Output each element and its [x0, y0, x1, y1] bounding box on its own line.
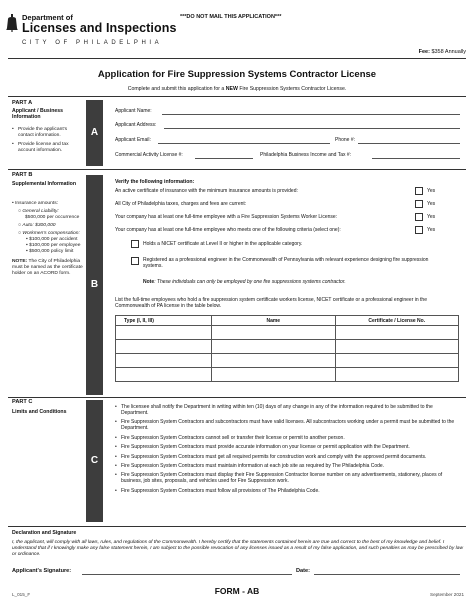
part-a-subheading: Applicant / Business Information	[12, 108, 64, 121]
note2-bold: Note	[143, 279, 155, 285]
column-header-license: Certificate / License No.	[335, 316, 459, 326]
date-field[interactable]	[314, 574, 460, 575]
insurance-info	[12, 201, 84, 277]
part-c-heading: PART C	[12, 399, 33, 405]
date-label: Date:	[296, 568, 310, 574]
nicet-checkbox[interactable]	[131, 240, 139, 248]
table-header-row	[116, 316, 459, 326]
form-date: September 2021	[430, 592, 464, 597]
part-c-badge: C	[86, 400, 103, 522]
part-a-badge: A	[86, 100, 103, 166]
page-subtitle	[0, 86, 474, 92]
auto-insurance: ○ Auto: $300,000	[18, 222, 56, 228]
verify-row	[115, 201, 460, 214]
part-b-separator	[8, 397, 466, 398]
title-rule	[8, 96, 466, 97]
table-cell[interactable]	[335, 326, 459, 340]
signature-label: Applicant's Signature:	[12, 568, 72, 574]
city-name: CITY OF PHILADELPHIA	[22, 40, 163, 46]
table-cell[interactable]	[335, 340, 459, 354]
subtitle-post: Fire Suppression Systems Contractor License.	[237, 86, 347, 92]
part-c-conditions	[115, 404, 460, 497]
table-row	[116, 368, 459, 382]
verify-checkbox[interactable]	[415, 200, 423, 208]
insurance-label-text: Insurance amounts:	[15, 201, 59, 206]
criteria-note	[143, 279, 443, 285]
note-bold: NOTE:	[12, 259, 28, 264]
fee-value: $358 Annually	[431, 49, 466, 55]
form-id: FORM - AB	[214, 586, 260, 596]
verify-list	[115, 188, 460, 240]
nicet-criteria-text: Holds a NICET certificate at Level II or higher in the applicable category.	[143, 241, 303, 247]
list-item: • The licensee shall notify the Department in writing within ten (10) days of any change in any of the information required to be submitted to the Department.	[115, 404, 460, 416]
applicant-email-label: Applicant Email:	[115, 137, 151, 143]
part-a-heading: PART A	[12, 100, 33, 106]
part-b-subheading: Supplemental Information	[12, 181, 76, 187]
list-item: • Fire Suppression System Contractors cannot sell or transfer their license or permit to another person.	[115, 435, 460, 441]
applicant-name-label: Applicant Name:	[115, 108, 152, 114]
engineer-criteria-text: Registered as a professional engineer in the Commonwealth of Pennsylvania with relevant experience designing fire suppression systems.	[143, 257, 429, 269]
general-liability: ○ General Liability: $500,000 per occurrence	[18, 208, 80, 220]
insurance-note	[12, 259, 84, 277]
wc-item: $100,000 per accident	[29, 237, 78, 243]
list-item: • Provide the applicant's contact information.	[12, 127, 84, 139]
declaration-heading: Declaration and Signature	[12, 530, 77, 536]
applicant-email-field[interactable]	[158, 143, 330, 144]
list-item: • Fire Suppression System Contractors must follow all provisions of The Philadelphia Code.	[115, 488, 460, 494]
applicant-address-field[interactable]	[164, 128, 460, 129]
employee-table-grid	[115, 315, 459, 382]
yes-label: Yes	[427, 201, 436, 207]
list-item: • Fire Suppression System Contractors must display their Fire Suppression Contractor license number on any advertisements, stationery, places of business, job sites, proposals, and vehicles used for Fire Suppression work.	[115, 472, 460, 484]
list-item: • Fire Suppression System Contractors and subcontractors must have valid licenses. All subcontractors working under a permit must be submitted to the Department.	[115, 419, 460, 431]
table-cell[interactable]	[212, 354, 335, 368]
column-header-type: Type (I, II, III)	[116, 316, 212, 326]
gl-value: $500,000 per occurrence	[25, 214, 80, 220]
table-row	[116, 326, 459, 340]
table-cell[interactable]	[116, 326, 212, 340]
part-b-heading: PART B	[12, 172, 33, 178]
engineer-checkbox[interactable]	[131, 257, 139, 265]
table-cell[interactable]	[335, 354, 459, 368]
wc-label: Workmen's compensation:	[22, 230, 80, 236]
column-header-name: Name	[212, 316, 335, 326]
table-cell[interactable]	[116, 368, 212, 382]
subtitle-bold: NEW	[225, 86, 238, 92]
dept-name-line1: Department of	[22, 13, 73, 22]
wc-item: $100,000 per employee	[29, 243, 81, 249]
note-text: The City of Philadelphia must be named as the certificate holder on an ACORD form.	[12, 259, 83, 276]
fee-text	[419, 49, 466, 56]
verify-item-text: An active certificate of insurance with the minimum insurance amounts is provided:	[115, 188, 298, 194]
table-cell[interactable]	[335, 368, 459, 382]
verify-item-text: Your company has at least one full-time employee with a Fire Suppression Systems Worker License:	[115, 214, 338, 220]
verify-item-text: All City of Philadelphia taxes, charges and fees are current:	[115, 201, 247, 207]
note2-text: : These individuals can only be employed by one fire suppressions systems contractor.	[154, 279, 346, 285]
yes-label: Yes	[427, 188, 436, 194]
verify-row	[115, 227, 460, 240]
wc-item: $500,000 policy limit	[29, 249, 74, 255]
verify-checkbox[interactable]	[415, 213, 423, 221]
header-rule	[8, 58, 466, 59]
phone-field[interactable]	[358, 143, 460, 144]
table-cell[interactable]	[212, 368, 335, 382]
table-cell[interactable]	[116, 340, 212, 354]
fee-label: Fee:	[418, 49, 430, 55]
verify-row	[115, 214, 460, 227]
verify-heading: Verify the following information:	[115, 179, 195, 185]
list-item: ▪ $100,000 per accident	[26, 237, 78, 243]
employee-table	[115, 315, 459, 382]
part-c-subheading: Limits and Conditions	[12, 409, 67, 415]
table-row	[116, 340, 459, 354]
tax-label: Philadelphia Business Income and Tax #:	[260, 152, 352, 158]
verify-checkbox[interactable]	[415, 187, 423, 195]
list-item: • Fire Suppression System Contractors must maintain information at each job site as required by The Philadelphia Code.	[115, 463, 460, 469]
table-cell[interactable]	[116, 354, 212, 368]
declaration-text: I, the applicant, will comply with all laws, rules, and regulations of the Commonwealth. I hereby certify that the statements contained herein are true and correct to the best of my knowledge and belief. I understand that if I knowingly make any false statement herein, I am subject to the possible revocation of any licenses issued as a result of my false application, and such penalties as may be prescribed by law or ordinance.	[12, 540, 463, 558]
verify-item-text: Your company has at least one full-time employee who meets one of the following criteria (select one):	[115, 227, 341, 233]
part-a-bullets	[12, 127, 84, 157]
form-code: L_015_F	[12, 592, 31, 597]
verify-row	[115, 188, 460, 201]
table-cell[interactable]	[212, 340, 335, 354]
dept-name-line2: Licenses and Inspections	[22, 21, 177, 35]
insurance-label: • Insurance amounts:	[12, 201, 59, 206]
cal-label: Commercial Activity License #:	[115, 152, 183, 158]
part-a-separator	[8, 169, 466, 170]
list-item: • Fire Suppression System Contractors must get all required permits for construction work and comply with the approved permit documents.	[115, 454, 460, 460]
list-item: ▪ $100,000 per employee	[26, 243, 81, 249]
part-c-separator	[8, 526, 466, 527]
employee-list-instructions: List the full-time employees who hold a fire suppression system certificate workers license, NICET certificate or a professional engineer in the Commonwealth of PA license in the table below.	[115, 297, 427, 309]
do-not-mail-notice: ***DO NOT MAIL THIS APPLICATION***	[180, 14, 282, 20]
phone-label: Phone #:	[335, 137, 356, 143]
list-item: • Provide license and tax account information.	[12, 142, 84, 154]
yes-label: Yes	[427, 227, 436, 233]
subtitle-pre: Complete and submit this application for a	[127, 86, 226, 92]
yes-label: Yes	[427, 214, 436, 220]
list-item: ▪ $500,000 policy limit	[26, 249, 74, 255]
page-title: Application for Fire Suppression Systems Contractor License	[97, 69, 377, 80]
table-cell[interactable]	[212, 326, 335, 340]
signature-field[interactable]	[82, 574, 292, 575]
tax-field[interactable]	[372, 158, 460, 159]
employee-table-body	[116, 326, 459, 382]
list-item: • Fire Suppression System Contractors must provide accurate information on your license or permit application with the Department.	[115, 444, 460, 450]
liberty-bell-icon	[6, 14, 18, 32]
table-row	[116, 354, 459, 368]
gl-label: General Liability:	[22, 208, 59, 214]
applicant-address-label: Applicant Address:	[115, 122, 157, 128]
auto-value: Auto: $300,000	[22, 222, 56, 228]
cal-field[interactable]	[195, 158, 253, 159]
applicant-name-field[interactable]	[162, 114, 460, 115]
part-b-badge: B	[86, 175, 103, 395]
workers-comp: ○ Workmen's compensation:	[18, 230, 80, 236]
verify-checkbox[interactable]	[415, 226, 423, 234]
